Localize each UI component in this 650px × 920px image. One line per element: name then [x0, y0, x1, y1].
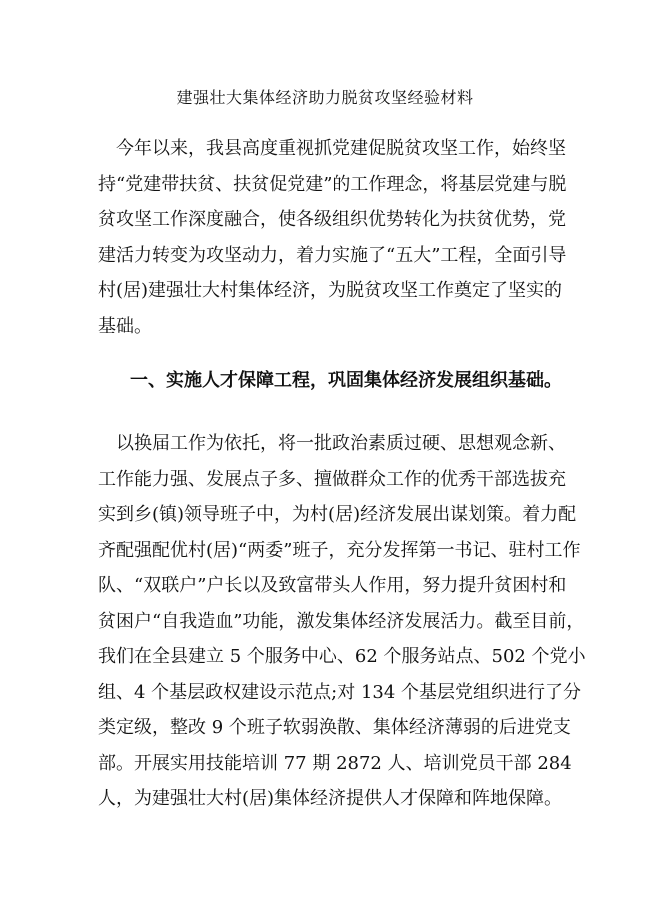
section-paragraph	[98, 426, 586, 817]
text-line: 以换届工作为依托，将一批政治素质过硬、思想观念新、	[116, 433, 566, 454]
text-line: 今年以来，我县高度重视抓党建促脱贫攻坚工作，始终坚	[116, 138, 566, 159]
text-line: 队、“双联户”户长以及致富带头人作用，努力提升贫困村和	[98, 575, 567, 596]
text-line: 类定级，整改 9 个班子软弱涣散、集体经济薄弱的后进党支	[98, 717, 571, 738]
text-line: 贫困户“自我造血”功能，激发集体经济发展活力。截至目前，	[98, 610, 585, 632]
text-line: 齐配强配优村(居)“两委”班子，充分发挥第一书记、驻村工作	[98, 539, 581, 561]
section-heading: 一、实施人才保障工程，巩固集体经济发展组织基础。	[130, 370, 562, 391]
text-line: 实到乡(镇)领导班子中，为村(居)经济发展出谋划策。着力配	[98, 504, 577, 525]
text-line: 工作能力强、发展点子多、擅做群众工作的优秀干部选拔充	[98, 468, 566, 490]
text-line: 我们在全县建立 5 个服务中心、62 个服务站点、502 个党小	[98, 646, 586, 667]
document-title: 建强壮大集体经济助力脱贫攻坚经验材料	[176, 88, 474, 107]
text-line: 人，为建强壮大村(居)集体经济提供人才保障和阵地保障。	[98, 788, 563, 809]
text-line: 基础。	[98, 315, 152, 337]
intro-paragraph	[98, 131, 567, 344]
text-line: 贫攻坚工作深度融合，使各级组织优势转化为扶贫优势，党	[98, 209, 566, 230]
text-line: 组、4 个基层政权建设示范点;对 134 个基层党组织进行了分	[98, 681, 582, 703]
text-line: 持“党建带扶贫、扶贫促党建”的工作理念，将基层党建与脱	[98, 173, 567, 195]
text-line: 部。开展实用技能培训 77 期 2872 人、培训党员干部 284	[98, 752, 572, 774]
text-line: 村(居)建强壮大村集体经济，为脱贫攻坚工作奠定了坚实的	[98, 280, 563, 301]
text-line: 建活力转变为攻坚动力，着力实施了“五大”工程，全面引导	[98, 244, 567, 266]
